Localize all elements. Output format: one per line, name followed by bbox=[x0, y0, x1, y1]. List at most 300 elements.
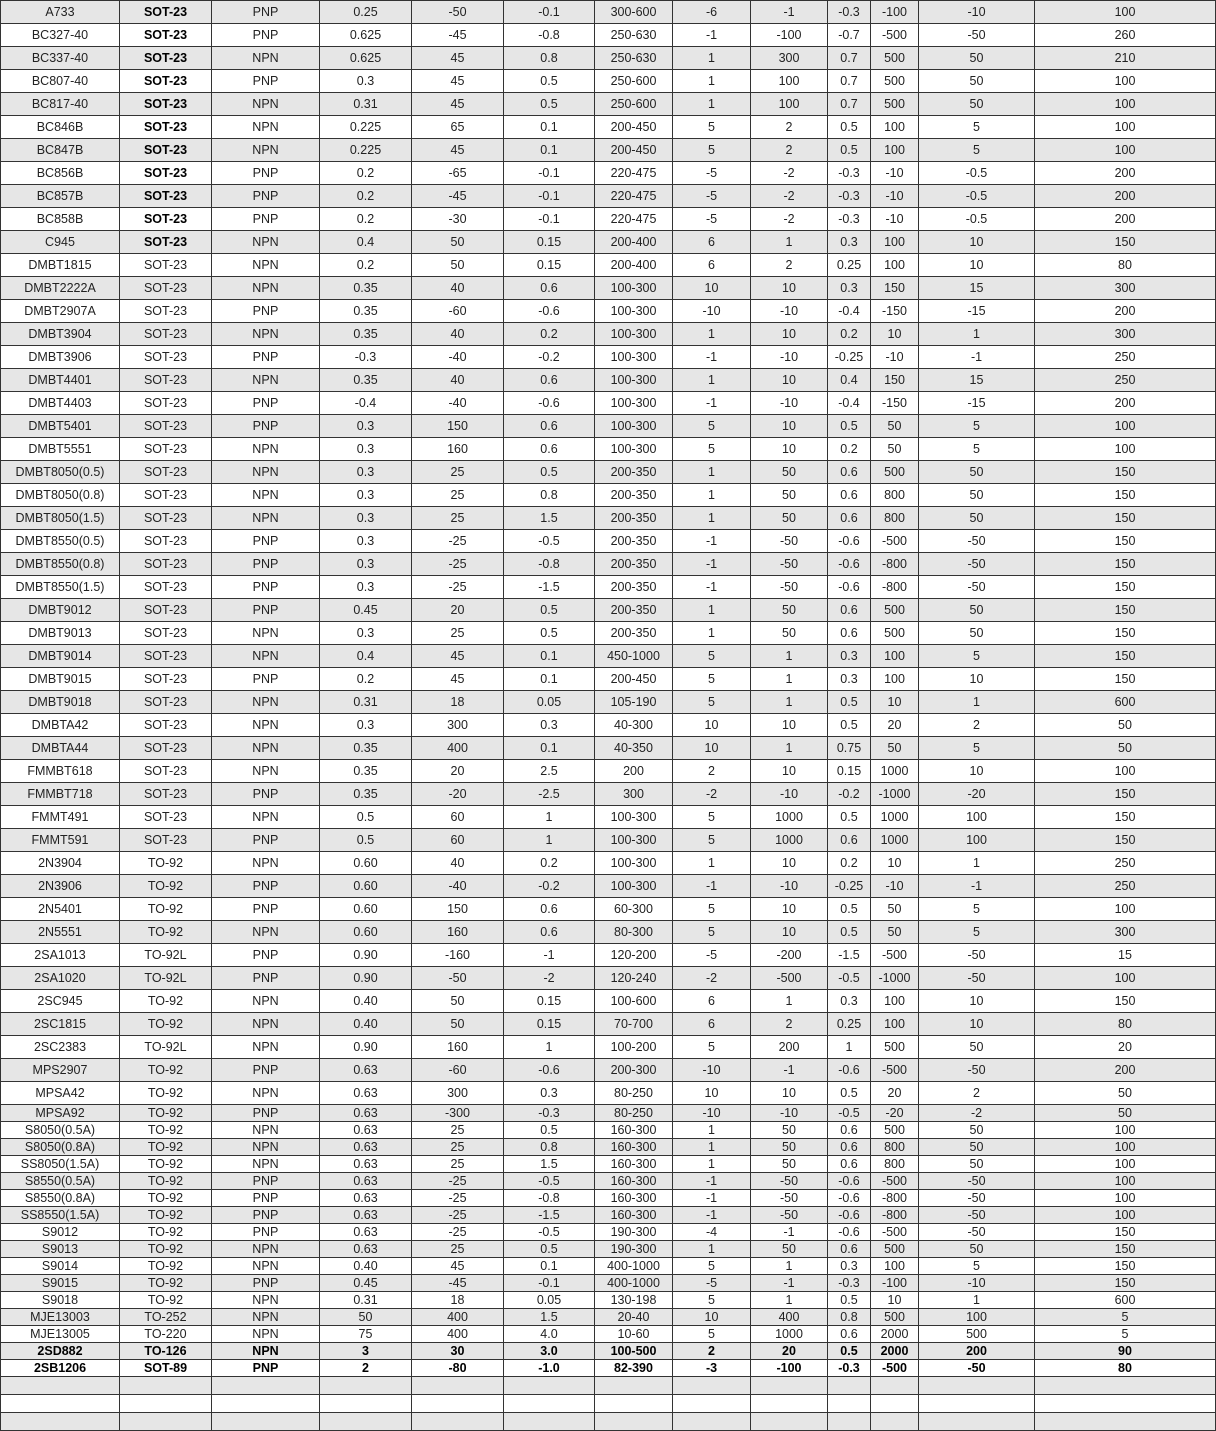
cell-ib-sat: 100 bbox=[919, 806, 1035, 829]
table-row bbox=[1, 576, 1216, 599]
cell-ic: 0.6 bbox=[504, 898, 595, 921]
cell-part-number: S8050(0.5A) bbox=[1, 1122, 120, 1139]
cell-part-number: S8550(0.5A) bbox=[1, 1173, 120, 1190]
cell-vceo: -60 bbox=[412, 1059, 504, 1082]
cell-hfe: 105-190 bbox=[595, 691, 673, 714]
cell-part-number: 2SA1020 bbox=[1, 967, 120, 990]
table-row bbox=[1, 70, 1216, 93]
empty-cell bbox=[871, 1413, 919, 1431]
cell-ic-sat: -100 bbox=[871, 1, 919, 24]
cell-package: TO-92 bbox=[120, 1139, 212, 1156]
cell-ic: 0.1 bbox=[504, 645, 595, 668]
cell-hfe: 160-300 bbox=[595, 1190, 673, 1207]
cell-ic-sat: -10 bbox=[871, 346, 919, 369]
cell-pc: 0.3 bbox=[320, 507, 412, 530]
cell-polarity: NPN bbox=[212, 484, 320, 507]
cell-hfe: 220-475 bbox=[595, 185, 673, 208]
cell-polarity: NPN bbox=[212, 438, 320, 461]
cell-ic-test: 10 bbox=[751, 852, 828, 875]
cell-polarity: PNP bbox=[212, 1, 320, 24]
cell-hfe: 300 bbox=[595, 783, 673, 806]
cell-hfe: 200-350 bbox=[595, 553, 673, 576]
cell-hfe: 220-475 bbox=[595, 208, 673, 231]
cell-vceo: 25 bbox=[412, 461, 504, 484]
table-row bbox=[1, 1082, 1216, 1105]
cell-vce-sat: 0.6 bbox=[828, 622, 871, 645]
table-row bbox=[1, 1241, 1216, 1258]
cell-ft: 200 bbox=[1035, 162, 1216, 185]
cell-pc: 0.63 bbox=[320, 1059, 412, 1082]
empty-cell bbox=[1035, 1413, 1216, 1431]
cell-vce: 10 bbox=[673, 1309, 751, 1326]
cell-vce: 5 bbox=[673, 438, 751, 461]
cell-package: SOT-23 bbox=[120, 392, 212, 415]
cell-ft: 5 bbox=[1035, 1309, 1216, 1326]
cell-polarity: NPN bbox=[212, 737, 320, 760]
cell-pc: 0.40 bbox=[320, 990, 412, 1013]
cell-ic-sat: 800 bbox=[871, 484, 919, 507]
cell-vceo: -25 bbox=[412, 1173, 504, 1190]
cell-part-number: DMBT3904 bbox=[1, 323, 120, 346]
cell-ic: 0.15 bbox=[504, 231, 595, 254]
cell-vceo: 45 bbox=[412, 70, 504, 93]
cell-ic-sat: -800 bbox=[871, 1207, 919, 1224]
cell-ic-sat: 2000 bbox=[871, 1326, 919, 1343]
cell-pc: 2 bbox=[320, 1360, 412, 1377]
cell-vce-sat: 0.6 bbox=[828, 507, 871, 530]
cell-ib-sat: -10 bbox=[919, 1, 1035, 24]
cell-ft: 150 bbox=[1035, 990, 1216, 1013]
cell-vce-sat: -0.6 bbox=[828, 553, 871, 576]
cell-hfe: 200-450 bbox=[595, 139, 673, 162]
cell-part-number: S9014 bbox=[1, 1258, 120, 1275]
cell-part-number: DMBT2222A bbox=[1, 277, 120, 300]
cell-ib-sat: -50 bbox=[919, 1360, 1035, 1377]
cell-part-number: DMBT3906 bbox=[1, 346, 120, 369]
cell-pc: 0.35 bbox=[320, 323, 412, 346]
cell-hfe: 100-200 bbox=[595, 1036, 673, 1059]
cell-vceo: 25 bbox=[412, 507, 504, 530]
cell-ic: -1.5 bbox=[504, 1207, 595, 1224]
cell-ic-sat: 100 bbox=[871, 645, 919, 668]
cell-ib-sat: 50 bbox=[919, 1036, 1035, 1059]
cell-pc: 0.90 bbox=[320, 967, 412, 990]
cell-ic: -0.1 bbox=[504, 185, 595, 208]
cell-ib-sat: 50 bbox=[919, 47, 1035, 70]
table-row bbox=[1, 783, 1216, 806]
cell-ic-test: 1 bbox=[751, 231, 828, 254]
cell-ib-sat: -10 bbox=[919, 1275, 1035, 1292]
table-row bbox=[1, 277, 1216, 300]
cell-hfe: 120-200 bbox=[595, 944, 673, 967]
cell-ic-test: -1 bbox=[751, 1059, 828, 1082]
cell-ft: 100 bbox=[1035, 93, 1216, 116]
cell-pc: 0.90 bbox=[320, 1036, 412, 1059]
empty-row bbox=[1, 1377, 1216, 1395]
cell-vce-sat: -0.5 bbox=[828, 1105, 871, 1122]
cell-ft: 150 bbox=[1035, 829, 1216, 852]
cell-vce: -1 bbox=[673, 392, 751, 415]
table-row bbox=[1, 875, 1216, 898]
cell-pc: 0.2 bbox=[320, 668, 412, 691]
cell-ft: 150 bbox=[1035, 553, 1216, 576]
cell-ic-sat: 500 bbox=[871, 1241, 919, 1258]
cell-polarity: PNP bbox=[212, 1173, 320, 1190]
cell-ib-sat: -1 bbox=[919, 875, 1035, 898]
cell-ib-sat: 50 bbox=[919, 93, 1035, 116]
cell-ft: 200 bbox=[1035, 1059, 1216, 1082]
cell-polarity: NPN bbox=[212, 1326, 320, 1343]
cell-ft: 100 bbox=[1035, 1156, 1216, 1173]
cell-vce-sat: -0.3 bbox=[828, 1275, 871, 1292]
cell-hfe: 100-300 bbox=[595, 300, 673, 323]
cell-hfe: 100-300 bbox=[595, 415, 673, 438]
cell-ft: 200 bbox=[1035, 300, 1216, 323]
cell-vce-sat: 0.6 bbox=[828, 484, 871, 507]
cell-ic-sat: 500 bbox=[871, 622, 919, 645]
cell-vceo: 30 bbox=[412, 1343, 504, 1360]
cell-vce-sat: 0.6 bbox=[828, 1241, 871, 1258]
empty-cell bbox=[751, 1413, 828, 1431]
cell-ft: 600 bbox=[1035, 1292, 1216, 1309]
cell-package: TO-126 bbox=[120, 1343, 212, 1360]
table-row bbox=[1, 1173, 1216, 1190]
cell-vce: 5 bbox=[673, 1036, 751, 1059]
cell-vce-sat: 0.3 bbox=[828, 990, 871, 1013]
cell-polarity: NPN bbox=[212, 1309, 320, 1326]
cell-vce: -5 bbox=[673, 162, 751, 185]
cell-part-number: DMBTA44 bbox=[1, 737, 120, 760]
cell-hfe: 220-475 bbox=[595, 162, 673, 185]
cell-package: SOT-23 bbox=[120, 116, 212, 139]
cell-ic: 0.05 bbox=[504, 691, 595, 714]
cell-part-number: DMBT9014 bbox=[1, 645, 120, 668]
cell-hfe: 200-350 bbox=[595, 530, 673, 553]
cell-ic: 0.8 bbox=[504, 484, 595, 507]
empty-cell bbox=[828, 1413, 871, 1431]
cell-ib-sat: 10 bbox=[919, 760, 1035, 783]
cell-ic-test: -50 bbox=[751, 1173, 828, 1190]
cell-package: TO-92 bbox=[120, 1241, 212, 1258]
cell-ib-sat: 10 bbox=[919, 668, 1035, 691]
cell-package: TO-92 bbox=[120, 1082, 212, 1105]
cell-polarity: PNP bbox=[212, 70, 320, 93]
cell-part-number: DMBT9013 bbox=[1, 622, 120, 645]
cell-ic: 0.3 bbox=[504, 1082, 595, 1105]
table-row bbox=[1, 369, 1216, 392]
cell-ib-sat: 100 bbox=[919, 1309, 1035, 1326]
cell-ic-sat: 10 bbox=[871, 691, 919, 714]
cell-ft: 150 bbox=[1035, 599, 1216, 622]
cell-ib-sat: -50 bbox=[919, 1059, 1035, 1082]
cell-ft: 100 bbox=[1035, 1173, 1216, 1190]
cell-polarity: NPN bbox=[212, 1343, 320, 1360]
cell-polarity: NPN bbox=[212, 1139, 320, 1156]
cell-vce: -1 bbox=[673, 24, 751, 47]
cell-vce: 5 bbox=[673, 668, 751, 691]
cell-ic-test: -10 bbox=[751, 346, 828, 369]
cell-ft: 150 bbox=[1035, 461, 1216, 484]
cell-part-number: 2N5401 bbox=[1, 898, 120, 921]
table-row bbox=[1, 530, 1216, 553]
cell-pc: 0.3 bbox=[320, 415, 412, 438]
cell-polarity: NPN bbox=[212, 1241, 320, 1258]
cell-pc: 0.3 bbox=[320, 622, 412, 645]
cell-ic-sat: 10 bbox=[871, 323, 919, 346]
cell-polarity: NPN bbox=[212, 1258, 320, 1275]
cell-part-number: MPSA42 bbox=[1, 1082, 120, 1105]
cell-ib-sat: -50 bbox=[919, 1190, 1035, 1207]
cell-ib-sat: 1 bbox=[919, 323, 1035, 346]
cell-package: SOT-23 bbox=[120, 70, 212, 93]
cell-pc: 0.63 bbox=[320, 1224, 412, 1241]
cell-part-number: C945 bbox=[1, 231, 120, 254]
cell-ic-test: 1 bbox=[751, 668, 828, 691]
cell-ft: 600 bbox=[1035, 691, 1216, 714]
cell-vceo: 50 bbox=[412, 990, 504, 1013]
cell-ic: -1.5 bbox=[504, 576, 595, 599]
cell-vce-sat: 0.2 bbox=[828, 323, 871, 346]
empty-cell bbox=[320, 1377, 412, 1395]
cell-vceo: 150 bbox=[412, 415, 504, 438]
cell-package: SOT-23 bbox=[120, 300, 212, 323]
cell-part-number: FMMT591 bbox=[1, 829, 120, 852]
cell-ft: 250 bbox=[1035, 369, 1216, 392]
cell-vceo: -25 bbox=[412, 1224, 504, 1241]
cell-package: SOT-23 bbox=[120, 231, 212, 254]
cell-ib-sat: 50 bbox=[919, 484, 1035, 507]
cell-ib-sat: 5 bbox=[919, 139, 1035, 162]
cell-ft: 150 bbox=[1035, 530, 1216, 553]
cell-package: SOT-23 bbox=[120, 622, 212, 645]
cell-ft: 100 bbox=[1035, 415, 1216, 438]
cell-pc: 0.2 bbox=[320, 185, 412, 208]
cell-ic: 0.5 bbox=[504, 93, 595, 116]
cell-vce-sat: 0.7 bbox=[828, 47, 871, 70]
cell-ib-sat: 5 bbox=[919, 415, 1035, 438]
cell-vce: -2 bbox=[673, 967, 751, 990]
cell-vceo: -65 bbox=[412, 162, 504, 185]
cell-polarity: NPN bbox=[212, 645, 320, 668]
cell-hfe: 200-400 bbox=[595, 231, 673, 254]
cell-package: TO-92 bbox=[120, 1156, 212, 1173]
table-row bbox=[1, 1, 1216, 24]
cell-ic-sat: 100 bbox=[871, 668, 919, 691]
cell-part-number: DMBT1815 bbox=[1, 254, 120, 277]
cell-vceo: 18 bbox=[412, 691, 504, 714]
cell-ic: 2.5 bbox=[504, 760, 595, 783]
cell-vceo: -45 bbox=[412, 24, 504, 47]
cell-polarity: PNP bbox=[212, 530, 320, 553]
table-row bbox=[1, 1190, 1216, 1207]
cell-ic-test: -200 bbox=[751, 944, 828, 967]
cell-ib-sat: 15 bbox=[919, 277, 1035, 300]
cell-vce: -5 bbox=[673, 1275, 751, 1292]
cell-hfe: 40-300 bbox=[595, 714, 673, 737]
cell-ft: 150 bbox=[1035, 1241, 1216, 1258]
cell-ic: -0.8 bbox=[504, 1190, 595, 1207]
cell-package: SOT-23 bbox=[120, 369, 212, 392]
cell-part-number: BC327-40 bbox=[1, 24, 120, 47]
cell-ic-test: 10 bbox=[751, 415, 828, 438]
cell-vce-sat: 0.5 bbox=[828, 691, 871, 714]
cell-part-number: DMBT8050(0.5) bbox=[1, 461, 120, 484]
cell-hfe: 100-300 bbox=[595, 852, 673, 875]
cell-package: TO-92 bbox=[120, 1013, 212, 1036]
cell-vce: 1 bbox=[673, 1139, 751, 1156]
cell-vce-sat: 0.3 bbox=[828, 231, 871, 254]
cell-hfe: 200-350 bbox=[595, 622, 673, 645]
cell-vce-sat: 0.2 bbox=[828, 438, 871, 461]
cell-ic-test: -50 bbox=[751, 553, 828, 576]
cell-hfe: 130-198 bbox=[595, 1292, 673, 1309]
cell-polarity: PNP bbox=[212, 346, 320, 369]
cell-part-number: 2SB1206 bbox=[1, 1360, 120, 1377]
cell-ft: 15 bbox=[1035, 944, 1216, 967]
cell-vce: 6 bbox=[673, 1013, 751, 1036]
cell-polarity: PNP bbox=[212, 1059, 320, 1082]
cell-polarity: PNP bbox=[212, 898, 320, 921]
cell-pc: 75 bbox=[320, 1326, 412, 1343]
cell-package: TO-92 bbox=[120, 990, 212, 1013]
cell-ft: 150 bbox=[1035, 783, 1216, 806]
cell-pc: 0.63 bbox=[320, 1082, 412, 1105]
cell-pc: 0.63 bbox=[320, 1139, 412, 1156]
cell-package: SOT-23 bbox=[120, 760, 212, 783]
cell-ic: 0.6 bbox=[504, 438, 595, 461]
cell-ib-sat: -2 bbox=[919, 1105, 1035, 1122]
cell-ic: 0.1 bbox=[504, 737, 595, 760]
cell-ib-sat: 2 bbox=[919, 714, 1035, 737]
cell-pc: 0.45 bbox=[320, 1275, 412, 1292]
cell-polarity: NPN bbox=[212, 277, 320, 300]
cell-ft: 20 bbox=[1035, 1036, 1216, 1059]
cell-ic-test: 1 bbox=[751, 1292, 828, 1309]
cell-package: SOT-23 bbox=[120, 1, 212, 24]
cell-vce: 10 bbox=[673, 277, 751, 300]
cell-vceo: 300 bbox=[412, 714, 504, 737]
empty-cell bbox=[919, 1413, 1035, 1431]
cell-hfe: 82-390 bbox=[595, 1360, 673, 1377]
cell-ib-sat: -0.5 bbox=[919, 162, 1035, 185]
cell-ic: 0.5 bbox=[504, 622, 595, 645]
cell-vce: 1 bbox=[673, 93, 751, 116]
cell-ic-test: 200 bbox=[751, 1036, 828, 1059]
cell-ic-test: 1 bbox=[751, 1258, 828, 1275]
cell-package: TO-92 bbox=[120, 1105, 212, 1122]
cell-polarity: NPN bbox=[212, 231, 320, 254]
cell-ib-sat: 2 bbox=[919, 1082, 1035, 1105]
cell-ib-sat: -15 bbox=[919, 392, 1035, 415]
cell-polarity: NPN bbox=[212, 1156, 320, 1173]
cell-vce: -2 bbox=[673, 783, 751, 806]
cell-ft: 260 bbox=[1035, 24, 1216, 47]
cell-pc: 0.63 bbox=[320, 1241, 412, 1258]
cell-package: TO-92 bbox=[120, 921, 212, 944]
cell-polarity: NPN bbox=[212, 921, 320, 944]
cell-ic: -0.8 bbox=[504, 553, 595, 576]
cell-part-number: DMBT5401 bbox=[1, 415, 120, 438]
empty-cell bbox=[595, 1413, 673, 1431]
table-row bbox=[1, 553, 1216, 576]
cell-polarity: PNP bbox=[212, 208, 320, 231]
cell-part-number: DMBT8050(1.5) bbox=[1, 507, 120, 530]
cell-ic: -0.8 bbox=[504, 24, 595, 47]
cell-ib-sat: -0.5 bbox=[919, 208, 1035, 231]
cell-package: SOT-23 bbox=[120, 599, 212, 622]
cell-polarity: PNP bbox=[212, 24, 320, 47]
cell-vceo: -80 bbox=[412, 1360, 504, 1377]
cell-vce-sat: 0.75 bbox=[828, 737, 871, 760]
cell-vce: -1 bbox=[673, 553, 751, 576]
empty-cell bbox=[504, 1395, 595, 1413]
cell-ic-sat: 100 bbox=[871, 139, 919, 162]
cell-vceo: 25 bbox=[412, 1241, 504, 1258]
cell-ib-sat: -1 bbox=[919, 346, 1035, 369]
cell-package: SOT-23 bbox=[120, 461, 212, 484]
cell-pc: 0.35 bbox=[320, 737, 412, 760]
cell-ib-sat: 5 bbox=[919, 116, 1035, 139]
cell-ic-test: -1 bbox=[751, 1, 828, 24]
cell-ib-sat: 5 bbox=[919, 737, 1035, 760]
cell-vce-sat: -0.6 bbox=[828, 1173, 871, 1190]
cell-polarity: PNP bbox=[212, 967, 320, 990]
cell-vceo: -25 bbox=[412, 553, 504, 576]
cell-ic: -0.6 bbox=[504, 300, 595, 323]
cell-ic: 3.0 bbox=[504, 1343, 595, 1360]
cell-pc: -0.3 bbox=[320, 346, 412, 369]
cell-package: SOT-23 bbox=[120, 576, 212, 599]
cell-vce-sat: 0.6 bbox=[828, 1156, 871, 1173]
cell-ic: -0.1 bbox=[504, 162, 595, 185]
cell-ic-test: -100 bbox=[751, 1360, 828, 1377]
cell-ic-test: 400 bbox=[751, 1309, 828, 1326]
cell-ib-sat: 10 bbox=[919, 254, 1035, 277]
cell-vce: 1 bbox=[673, 323, 751, 346]
cell-vce: 6 bbox=[673, 254, 751, 277]
cell-vce-sat: 0.6 bbox=[828, 829, 871, 852]
cell-ft: 100 bbox=[1035, 760, 1216, 783]
cell-hfe: 100-300 bbox=[595, 277, 673, 300]
cell-ic: -0.2 bbox=[504, 875, 595, 898]
cell-ic-test: 50 bbox=[751, 1156, 828, 1173]
cell-hfe: 100-300 bbox=[595, 438, 673, 461]
cell-vceo: -25 bbox=[412, 530, 504, 553]
cell-ic-sat: 1000 bbox=[871, 760, 919, 783]
cell-package: TO-92 bbox=[120, 852, 212, 875]
empty-cell bbox=[595, 1395, 673, 1413]
cell-ic-sat: 500 bbox=[871, 70, 919, 93]
cell-vce-sat: 0.5 bbox=[828, 1082, 871, 1105]
cell-vce: 1 bbox=[673, 1241, 751, 1258]
cell-ic: 0.05 bbox=[504, 1292, 595, 1309]
cell-vceo: 25 bbox=[412, 484, 504, 507]
cell-hfe: 100-300 bbox=[595, 346, 673, 369]
cell-part-number: S8550(0.8A) bbox=[1, 1190, 120, 1207]
cell-pc: 0.2 bbox=[320, 208, 412, 231]
cell-vce-sat: 0.5 bbox=[828, 714, 871, 737]
cell-part-number: 2SC945 bbox=[1, 990, 120, 1013]
cell-ic: 0.15 bbox=[504, 990, 595, 1013]
cell-vce-sat: -0.6 bbox=[828, 1059, 871, 1082]
cell-part-number: BC846B bbox=[1, 116, 120, 139]
cell-package: TO-92 bbox=[120, 1059, 212, 1082]
cell-part-number: MPS2907 bbox=[1, 1059, 120, 1082]
cell-pc: 50 bbox=[320, 1309, 412, 1326]
cell-package: SOT-23 bbox=[120, 254, 212, 277]
cell-vce: 1 bbox=[673, 852, 751, 875]
cell-package: SOT-23 bbox=[120, 645, 212, 668]
